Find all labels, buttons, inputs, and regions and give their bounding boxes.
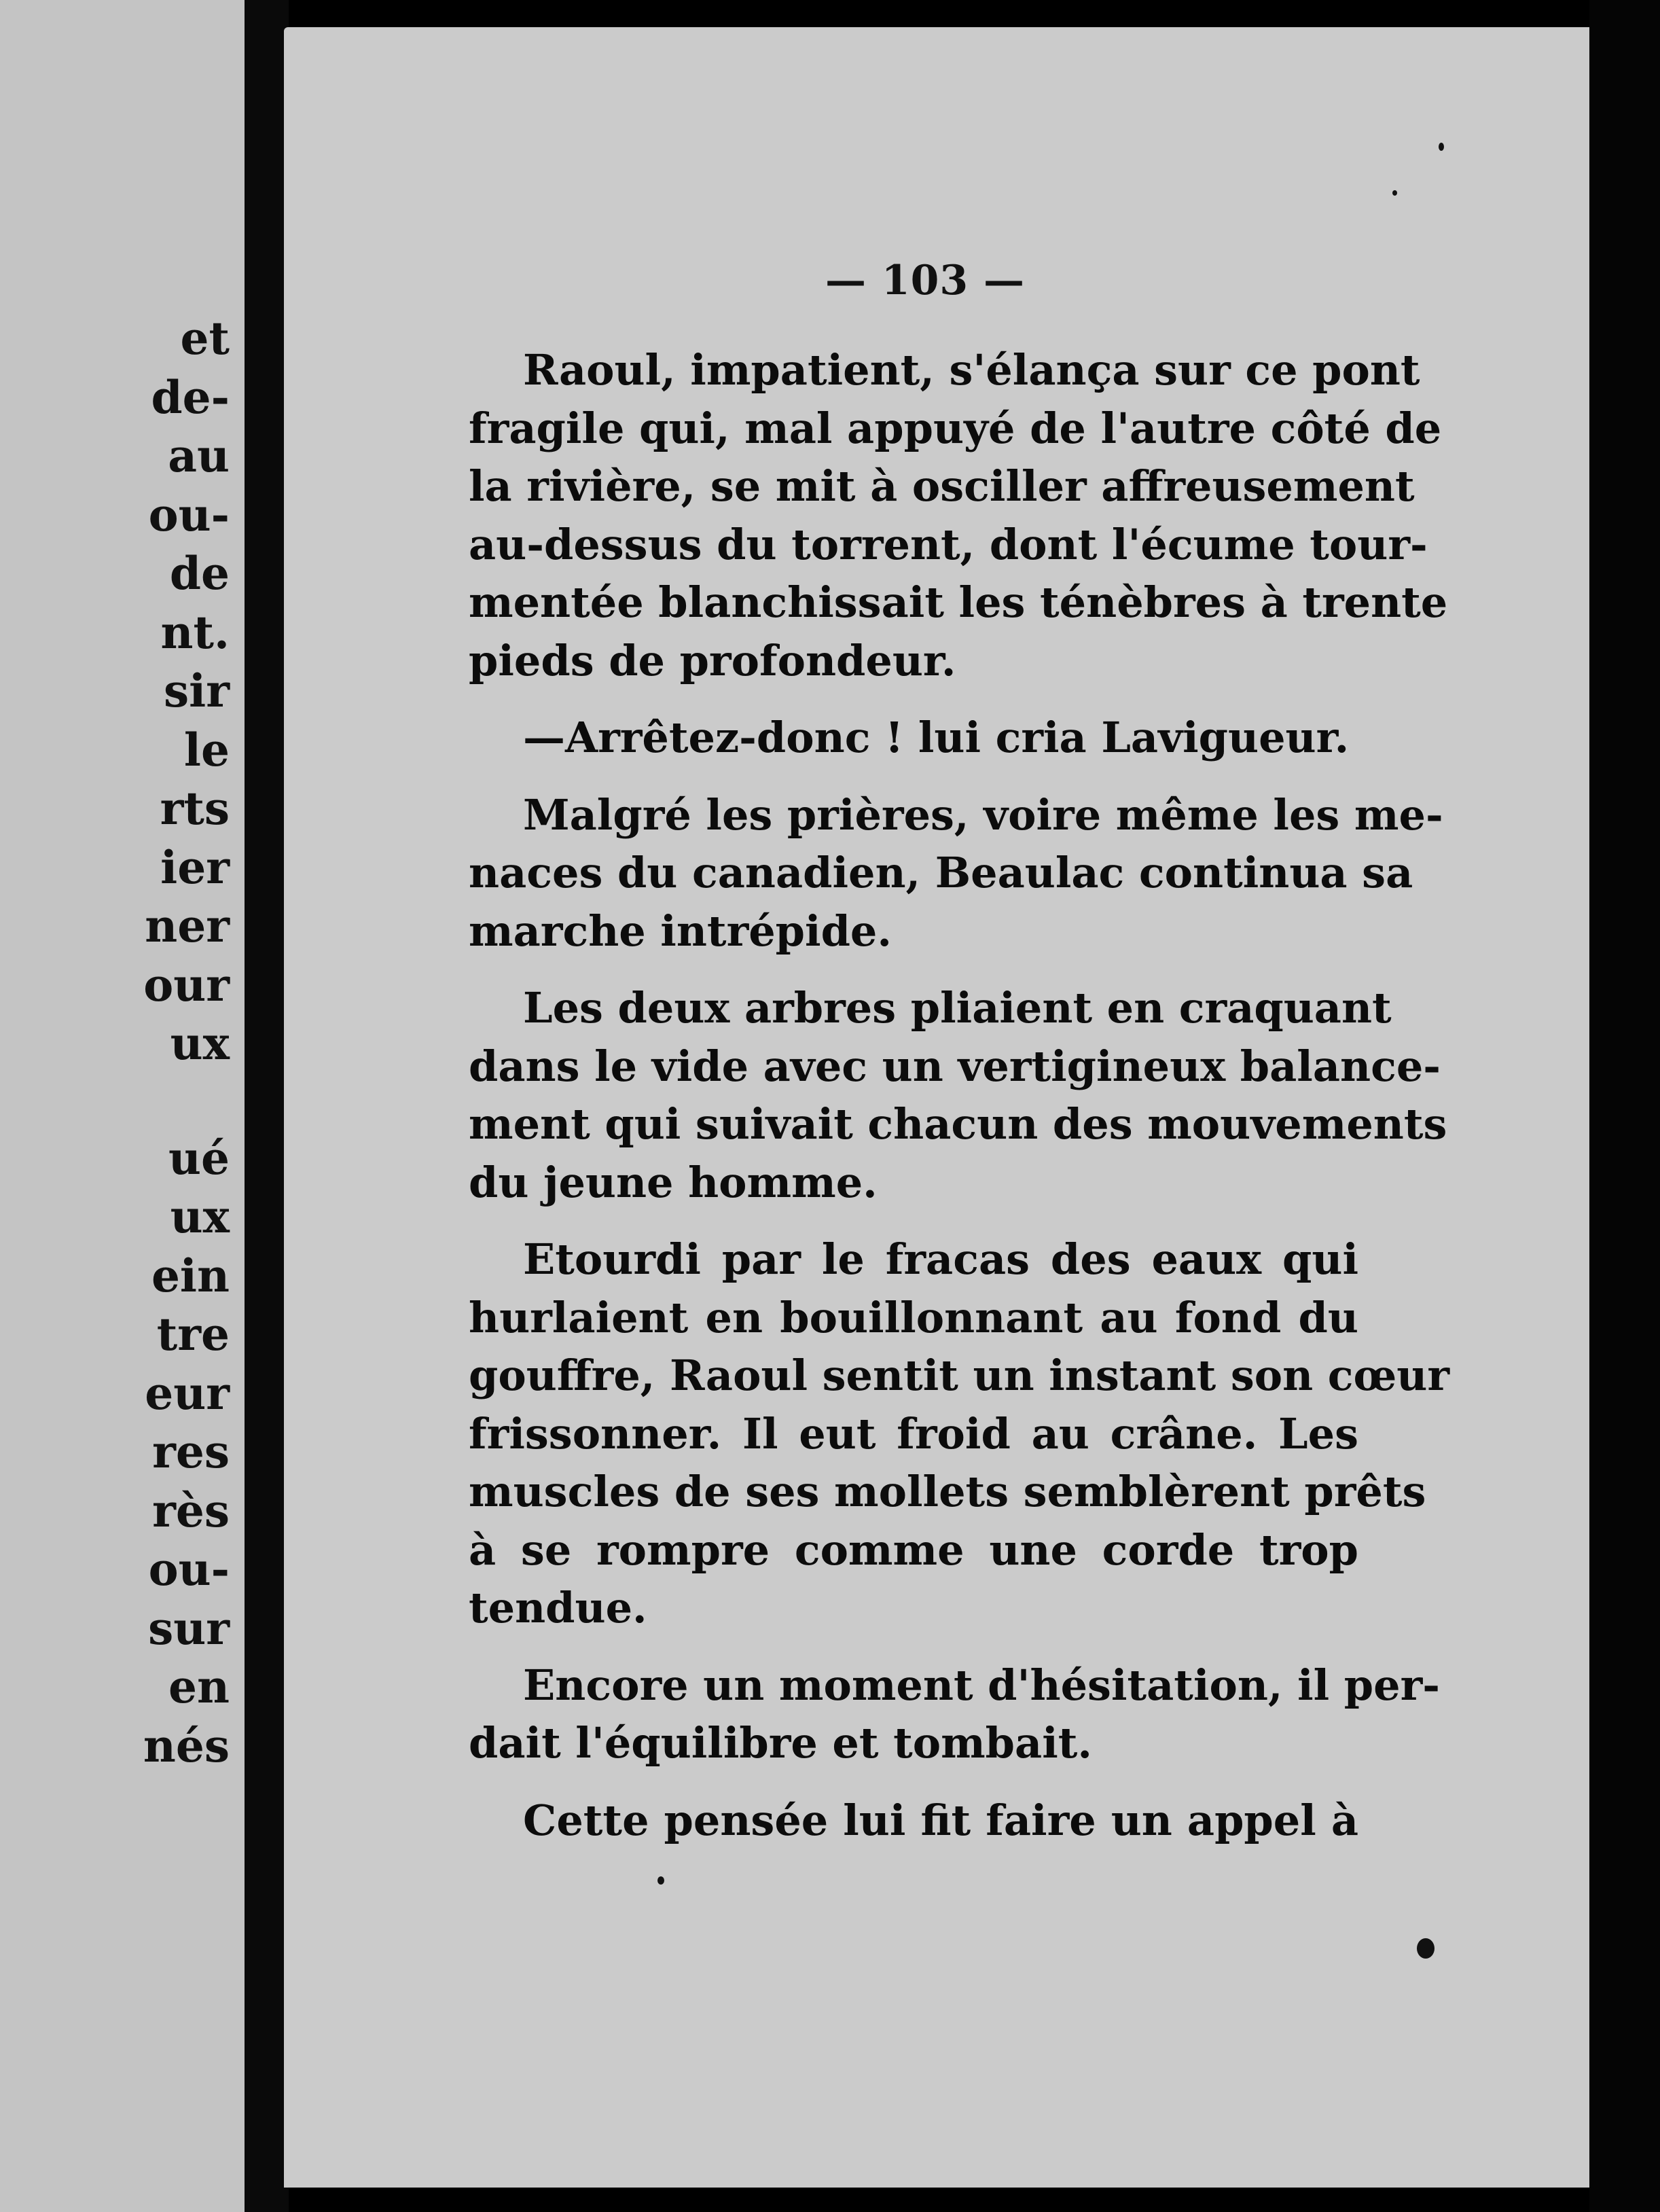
text-line: la rivière, se mit à osciller affreusement	[469, 461, 1415, 511]
left-fragment: nt.	[160, 605, 230, 659]
ink-speck	[1392, 190, 1397, 196]
paragraph	[469, 341, 1448, 690]
paragraph	[469, 979, 1447, 1211]
paragraph	[469, 1230, 1450, 1637]
text-line: —Arrêtez-donc ! lui cria Lavigueur.	[523, 713, 1350, 762]
text-line: ment qui suivait chacun des mouvements	[469, 1099, 1447, 1149]
left-fragment: ué	[168, 1131, 230, 1185]
text-line: du jeune homme.	[469, 1157, 878, 1207]
left-fragment: en	[168, 1660, 230, 1713]
text-line: naces du canadien, Beaulac continua sa	[469, 848, 1413, 897]
text-line: Encore un moment d'hésitation, il per-	[523, 1660, 1440, 1710]
text-line: Malgré les prières, voire même les me-	[523, 789, 1443, 840]
text-line: tendue.	[469, 1583, 647, 1633]
text-line: muscles de ses mollets semblèrent prêts	[469, 1467, 1426, 1516]
text-line: au-dessus du torrent, dont l'écume tour-	[469, 519, 1428, 569]
left-fragment: ier	[160, 840, 230, 894]
text-line: frissonner. Il eut froid au crâne. Les	[469, 1408, 1358, 1459]
left-page-text-fragments	[143, 309, 245, 1775]
left-fragment: nés	[143, 1719, 230, 1772]
page-number: — 103 —	[825, 257, 1026, 304]
left-fragment: ux	[170, 1017, 230, 1070]
scan-right-border	[1589, 0, 1660, 2212]
text-line: hurlaient en bouillonnant au fond du	[469, 1292, 1358, 1342]
ink-speck	[1417, 1938, 1435, 1959]
text-line: dans le vide avec un vertigineux balance-	[469, 1041, 1441, 1091]
left-fragment: res	[152, 1425, 230, 1478]
text-line: marche intrépide.	[469, 906, 892, 956]
left-fragment: rès	[152, 1484, 230, 1537]
left-fragment: sir	[163, 664, 230, 717]
left-fragment: tre	[156, 1308, 230, 1361]
paragraph	[469, 1656, 1440, 1772]
text-line: dait l'équilibre et tombait.	[469, 1718, 1092, 1768]
text-line: Cette pensée lui fit faire un appel à	[523, 1795, 1358, 1845]
left-fragment: ux	[170, 1190, 230, 1243]
left-fragment: ner	[145, 899, 230, 952]
left-fragment: rts	[160, 782, 230, 835]
left-fragment	[143, 1073, 230, 1129]
paragraph	[469, 786, 1443, 961]
paragraph	[469, 1791, 1358, 1850]
text-line: mentée blanchissait les ténèbres à trente	[469, 577, 1448, 627]
left-fragment: eur	[145, 1366, 230, 1420]
text-line: Etourdi par le fracas des eaux qui	[523, 1234, 1358, 1284]
text-line: fragile qui, mal appuyé de l'autre côté de	[469, 403, 1442, 453]
left-fragment: ou-	[148, 488, 230, 541]
text-line: pieds de profondeur.	[469, 635, 956, 685]
page-body	[469, 341, 1450, 1868]
text-line: gouffre, Raoul sentit un instant son cœur	[469, 1351, 1450, 1400]
left-fragment: de	[169, 547, 230, 600]
left-fragment: le	[183, 723, 230, 777]
text-line: Raoul, impatient, s'élança sur ce pont	[523, 345, 1420, 395]
ink-speck	[657, 1876, 664, 1885]
ink-speck	[1439, 143, 1444, 151]
left-fragment: au	[168, 429, 230, 482]
left-fragment: ein	[151, 1249, 230, 1302]
left-fragment: sur	[148, 1601, 230, 1655]
left-page	[0, 0, 245, 2212]
left-fragment: et	[180, 312, 230, 365]
text-line: Les deux arbres pliaient en craquant	[523, 983, 1392, 1033]
left-fragment: de-	[151, 370, 230, 424]
left-fragment: ou-	[148, 1543, 230, 1596]
paragraph	[469, 709, 1358, 767]
left-fragment: our	[143, 958, 230, 1012]
text-line: à se rompre comme une corde trop	[469, 1524, 1358, 1575]
book-gutter	[245, 0, 289, 2212]
